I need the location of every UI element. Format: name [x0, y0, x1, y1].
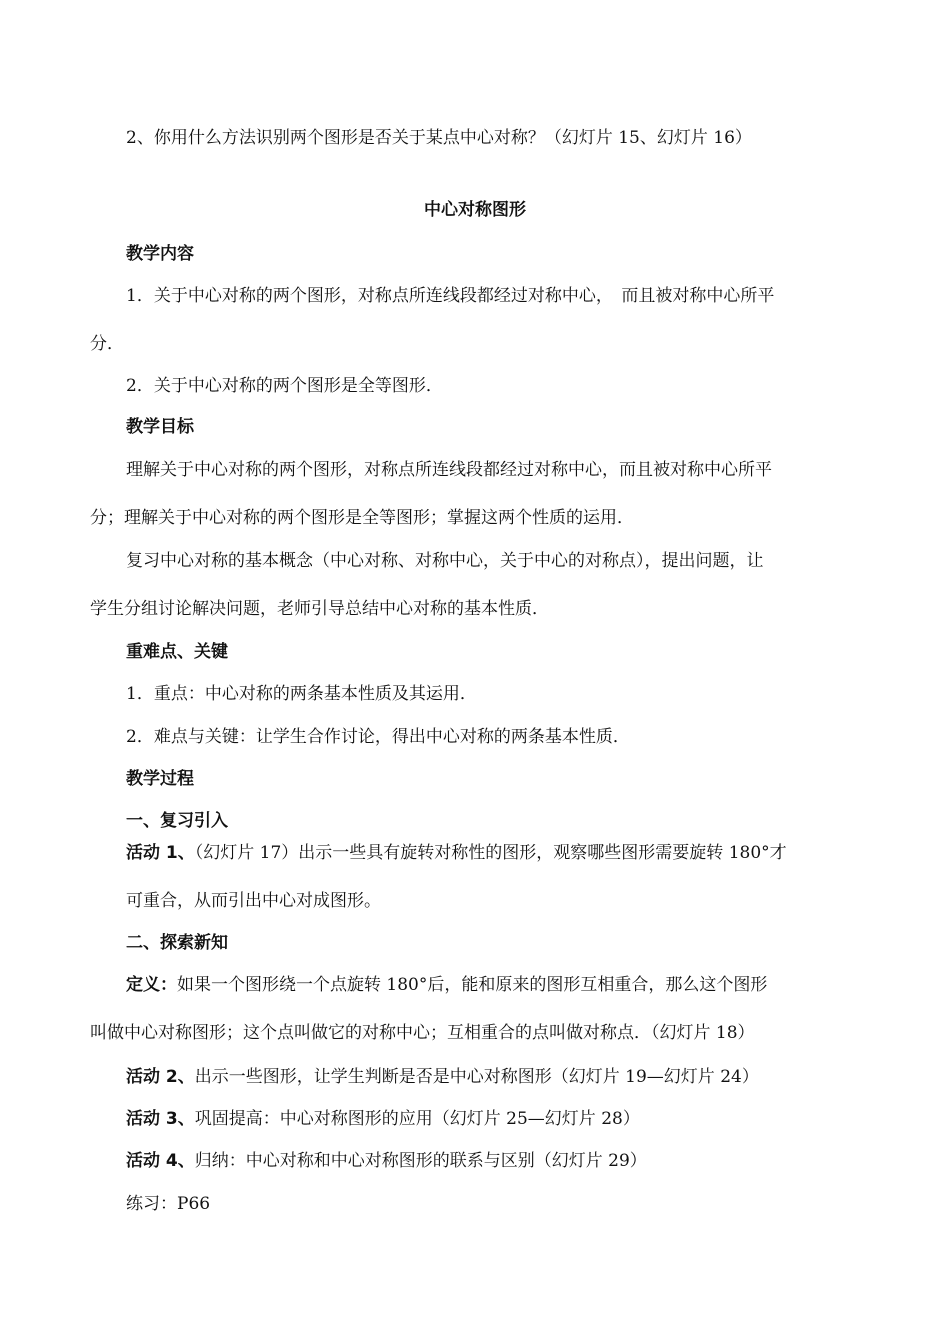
definition-line-2: 叫做中心对称图形；这个点叫做它的对称中心；互相重合的点叫做对称点．（幻灯片 18） [90, 1023, 755, 1043]
heading-teaching-content: 教学内容 [126, 244, 194, 264]
exercise: 练习：P66 [126, 1194, 211, 1214]
definition-label: 定义： [126, 975, 177, 995]
goal-1-line-2: 分；理解关于中心对称的两个图形是全等图形；掌握这两个性质的运用． [90, 508, 634, 528]
section-title: 中心对称图形 [424, 200, 526, 220]
activity-2 [126, 1066, 759, 1088]
activity-3-label: 活动 3、 [126, 1109, 195, 1129]
goal-1-line-1: 理解关于中心对称的两个图形，对称点所连线段都经过对称中心，而且被对称中心所平 [126, 460, 772, 480]
activity-1-line-1 [126, 842, 787, 864]
activity-4 [126, 1150, 647, 1172]
content-1-line-1: 1．关于中心对称的两个图形，对称点所连线段都经过对称中心， 而且被对称中心所平 [126, 286, 775, 306]
activity-2-text: 出示一些图形，让学生判断是否是中心对称图形（幻灯片 19—幻灯片 24） [194, 1067, 759, 1087]
question-2: 2、你用什么方法识别两个图形是否关于某点中心对称？（幻灯片 15、幻灯片 16） [126, 128, 752, 148]
activity-1-text: （幻灯片 17）出示一些具有旋转对称性的图形，观察哪些图形需要旋转 180°才 [194, 843, 787, 863]
activity-3 [126, 1108, 640, 1130]
heading-teaching-goal: 教学目标 [126, 417, 194, 437]
definition-text: 如果一个图形绕一个点旋转 180°后，能和原来的图形互相重合，那么这个图形 [177, 975, 768, 995]
definition-line-1 [126, 974, 767, 996]
activity-4-label: 活动 4、 [126, 1151, 195, 1171]
heading-key-points: 重难点、关键 [126, 642, 228, 662]
activity-4-text: 归纳：中心对称和中心对称图形的联系与区别（幻灯片 29） [194, 1151, 647, 1171]
section-explore: 二、探索新知 [126, 933, 228, 953]
section-review: 一、复习引入 [126, 811, 228, 831]
activity-1-line-2: 可重合，从而引出中心对成图形。 [126, 891, 381, 911]
content-2: 2．关于中心对称的两个图形是全等图形． [126, 376, 443, 396]
heading-teaching-process: 教学过程 [126, 769, 194, 789]
activity-3-text: 巩固提高：中心对称图形的应用（幻灯片 25—幻灯片 28） [194, 1109, 640, 1129]
activity-2-label: 活动 2、 [126, 1067, 195, 1087]
activity-1-label: 活动 1、 [126, 843, 195, 863]
key-point-1: 1．重点：中心对称的两条基本性质及其运用． [126, 684, 477, 704]
key-point-2: 2．难点与关键：让学生合作讨论，得出中心对称的两条基本性质． [126, 727, 630, 747]
goal-2-line-2: 学生分组讨论解决问题，老师引导总结中心对称的基本性质． [90, 599, 549, 619]
content-1-line-2: 分． [90, 334, 124, 354]
goal-2-line-1: 复习中心对称的基本概念（中心对称、对称中心，关于中心的对称点），提出问题，让 [126, 551, 764, 571]
